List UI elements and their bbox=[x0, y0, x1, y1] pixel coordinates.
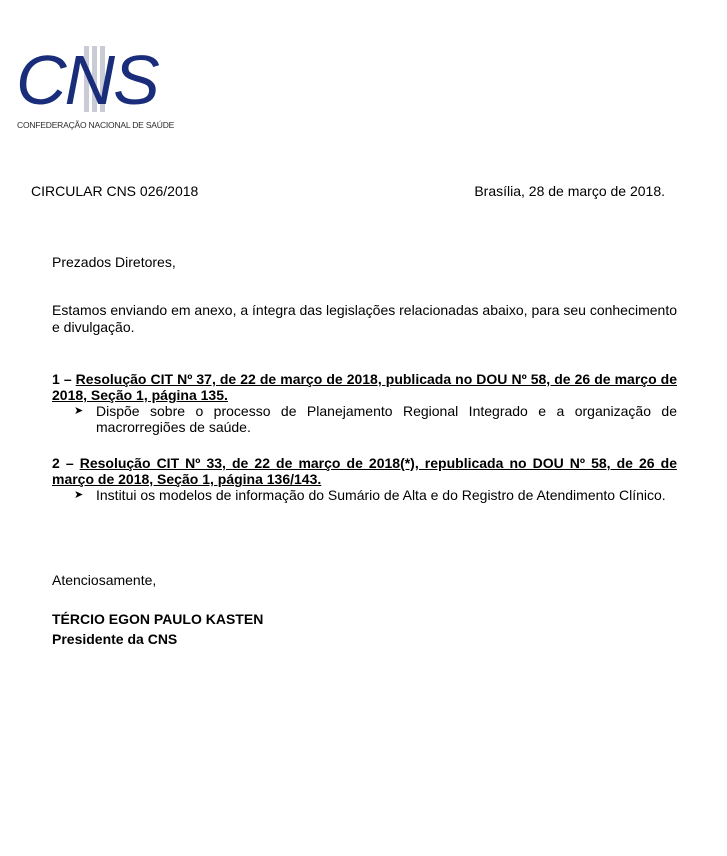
item-bullet-text: Institui os modelos de informação do Sumário de Alta e do Registro de Atendimento Clínico. bbox=[96, 487, 666, 503]
arrow-bullet-icon: ➤ bbox=[74, 489, 84, 501]
signature-block bbox=[52, 609, 263, 649]
document-date: Brasília, 28 de março de 2018. bbox=[474, 183, 665, 199]
item-title: Resolução CIT Nº 33, de 22 de março de 2018(*), republicada no DOU Nº 58, de 26 de março de 2018, Seção 1, página 136/143. bbox=[52, 455, 677, 487]
item-bullet-text: Dispõe sobre o processo de Planejamento Regional Integrado e a organização de macrorregiões de saúde. bbox=[96, 403, 677, 435]
salutation: Prezados Diretores, bbox=[52, 254, 176, 270]
item-bullet bbox=[74, 487, 677, 503]
intro-paragraph: Estamos enviando em anexo, a íntegra das legislações relacionadas abaixo, para seu conhecimento e divulgação. bbox=[52, 302, 677, 335]
signatory-name: TÉRCIO EGON PAULO KASTEN bbox=[52, 611, 264, 627]
legislation-item-heading bbox=[52, 371, 677, 403]
signatory-role: Presidente da CNS bbox=[52, 631, 178, 647]
legislation-item bbox=[52, 455, 677, 503]
legislation-item bbox=[52, 371, 677, 435]
item-number: 1 – bbox=[52, 371, 76, 387]
closing: Atenciosamente, bbox=[52, 572, 157, 588]
item-title: Resolução CIT Nº 37, de 22 de março de 2018, publicada no DOU Nº 58, de 26 de março de 2018, Seção 1, página 135. bbox=[52, 371, 678, 403]
item-bullet bbox=[74, 403, 677, 435]
legislation-item-heading bbox=[52, 455, 677, 487]
circular-reference: CIRCULAR CNS 026/2018 bbox=[31, 183, 199, 199]
logo-caption: CONFEDERAÇÃO NACIONAL DE SAÚDE bbox=[17, 120, 175, 130]
cns-logo bbox=[14, 40, 184, 135]
cns-logo-mark bbox=[14, 40, 179, 120]
item-number: 2 – bbox=[52, 455, 80, 471]
logo-letters: CNS bbox=[16, 41, 158, 119]
arrow-bullet-icon: ➤ bbox=[74, 405, 84, 417]
